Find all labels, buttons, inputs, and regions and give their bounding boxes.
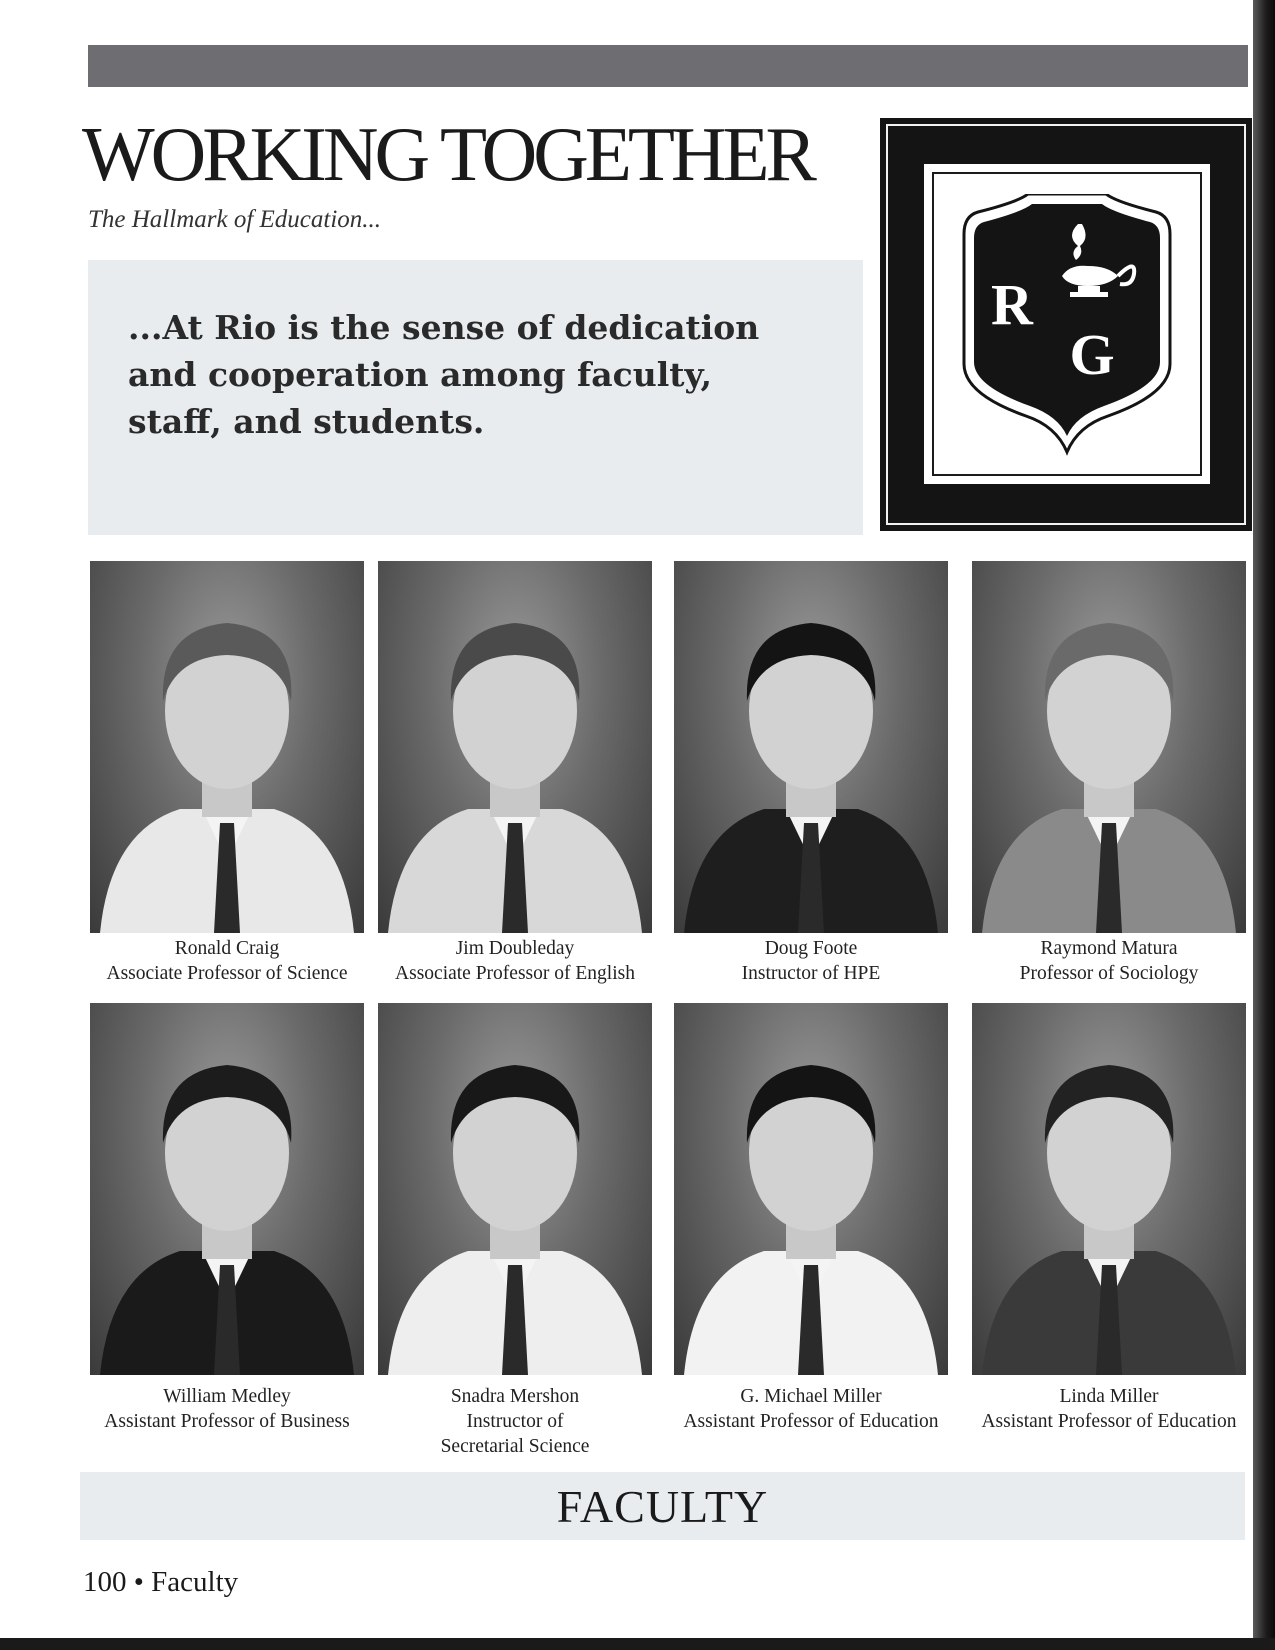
faculty-caption bbox=[370, 936, 660, 986]
portrait-silhouette-icon bbox=[972, 561, 1246, 933]
faculty-name: William Medley bbox=[163, 1386, 291, 1407]
quote-box bbox=[88, 260, 863, 535]
page-bottom-edge bbox=[0, 1638, 1275, 1650]
faculty-title: Professor of Sociology bbox=[1019, 963, 1199, 984]
page-subtitle: The Hallmark of Education... bbox=[88, 206, 382, 233]
faculty-caption bbox=[82, 936, 372, 986]
faculty-title: Associate Professor of English bbox=[395, 963, 635, 984]
logo-letter-r: R bbox=[991, 272, 1033, 337]
faculty-title: Instructor of HPE bbox=[741, 963, 881, 984]
faculty-caption bbox=[964, 1384, 1254, 1434]
faculty-name: Raymond Matura bbox=[1040, 938, 1178, 959]
faculty-caption bbox=[666, 1384, 956, 1434]
portrait-silhouette-icon bbox=[90, 561, 364, 933]
faculty-title: Instructor of Secretarial Science bbox=[440, 1411, 590, 1457]
faculty-title: Associate Professor of Science bbox=[106, 963, 348, 984]
faculty-title: Assistant Professor of Education bbox=[981, 1411, 1237, 1432]
faculty-portrait bbox=[972, 561, 1246, 933]
faculty-portrait bbox=[90, 561, 364, 933]
faculty-portrait bbox=[972, 1003, 1246, 1375]
portrait-silhouette-icon bbox=[674, 1003, 948, 1375]
faculty-name: Doug Foote bbox=[764, 938, 858, 959]
quote-text: ...At Rio is the sense of dedication and cooperation among faculty, staff, and students. bbox=[128, 308, 760, 441]
logo-panel bbox=[924, 164, 1210, 484]
faculty-name: G. Michael Miller bbox=[740, 1386, 882, 1407]
faculty-portrait bbox=[378, 1003, 652, 1375]
faculty-portrait bbox=[674, 1003, 948, 1375]
portrait-silhouette-icon bbox=[972, 1003, 1246, 1375]
faculty-portrait bbox=[378, 561, 652, 933]
faculty-name: Ronald Craig bbox=[174, 938, 280, 959]
faculty-title: Assistant Professor of Education bbox=[683, 1411, 939, 1432]
faculty-portrait bbox=[90, 1003, 364, 1375]
faculty-caption bbox=[82, 1384, 372, 1434]
portrait-silhouette-icon bbox=[90, 1003, 364, 1375]
faculty-caption bbox=[370, 1384, 660, 1459]
portrait-silhouette-icon bbox=[378, 561, 652, 933]
section-title: FACULTY bbox=[556, 1481, 769, 1532]
faculty-title: Assistant Professor of Business bbox=[104, 1411, 350, 1432]
faculty-caption bbox=[666, 936, 956, 986]
page-title: WORKING TOGETHER bbox=[82, 111, 813, 197]
faculty-caption bbox=[964, 936, 1254, 986]
top-banner bbox=[88, 45, 1248, 87]
page-folio: 100 • Faculty bbox=[83, 1566, 239, 1598]
faculty-portrait bbox=[674, 561, 948, 933]
portrait-silhouette-icon bbox=[674, 561, 948, 933]
faculty-name: Linda Miller bbox=[1059, 1386, 1159, 1407]
shield-icon bbox=[958, 194, 1176, 456]
page-binding-edge bbox=[1253, 0, 1275, 1650]
college-logo bbox=[880, 118, 1252, 531]
portrait-silhouette-icon bbox=[378, 1003, 652, 1375]
logo-letter-g: G bbox=[1069, 322, 1115, 387]
section-band bbox=[80, 1472, 1245, 1540]
faculty-name: Jim Doubleday bbox=[455, 938, 575, 959]
faculty-name: Snadra Mershon bbox=[450, 1386, 580, 1407]
